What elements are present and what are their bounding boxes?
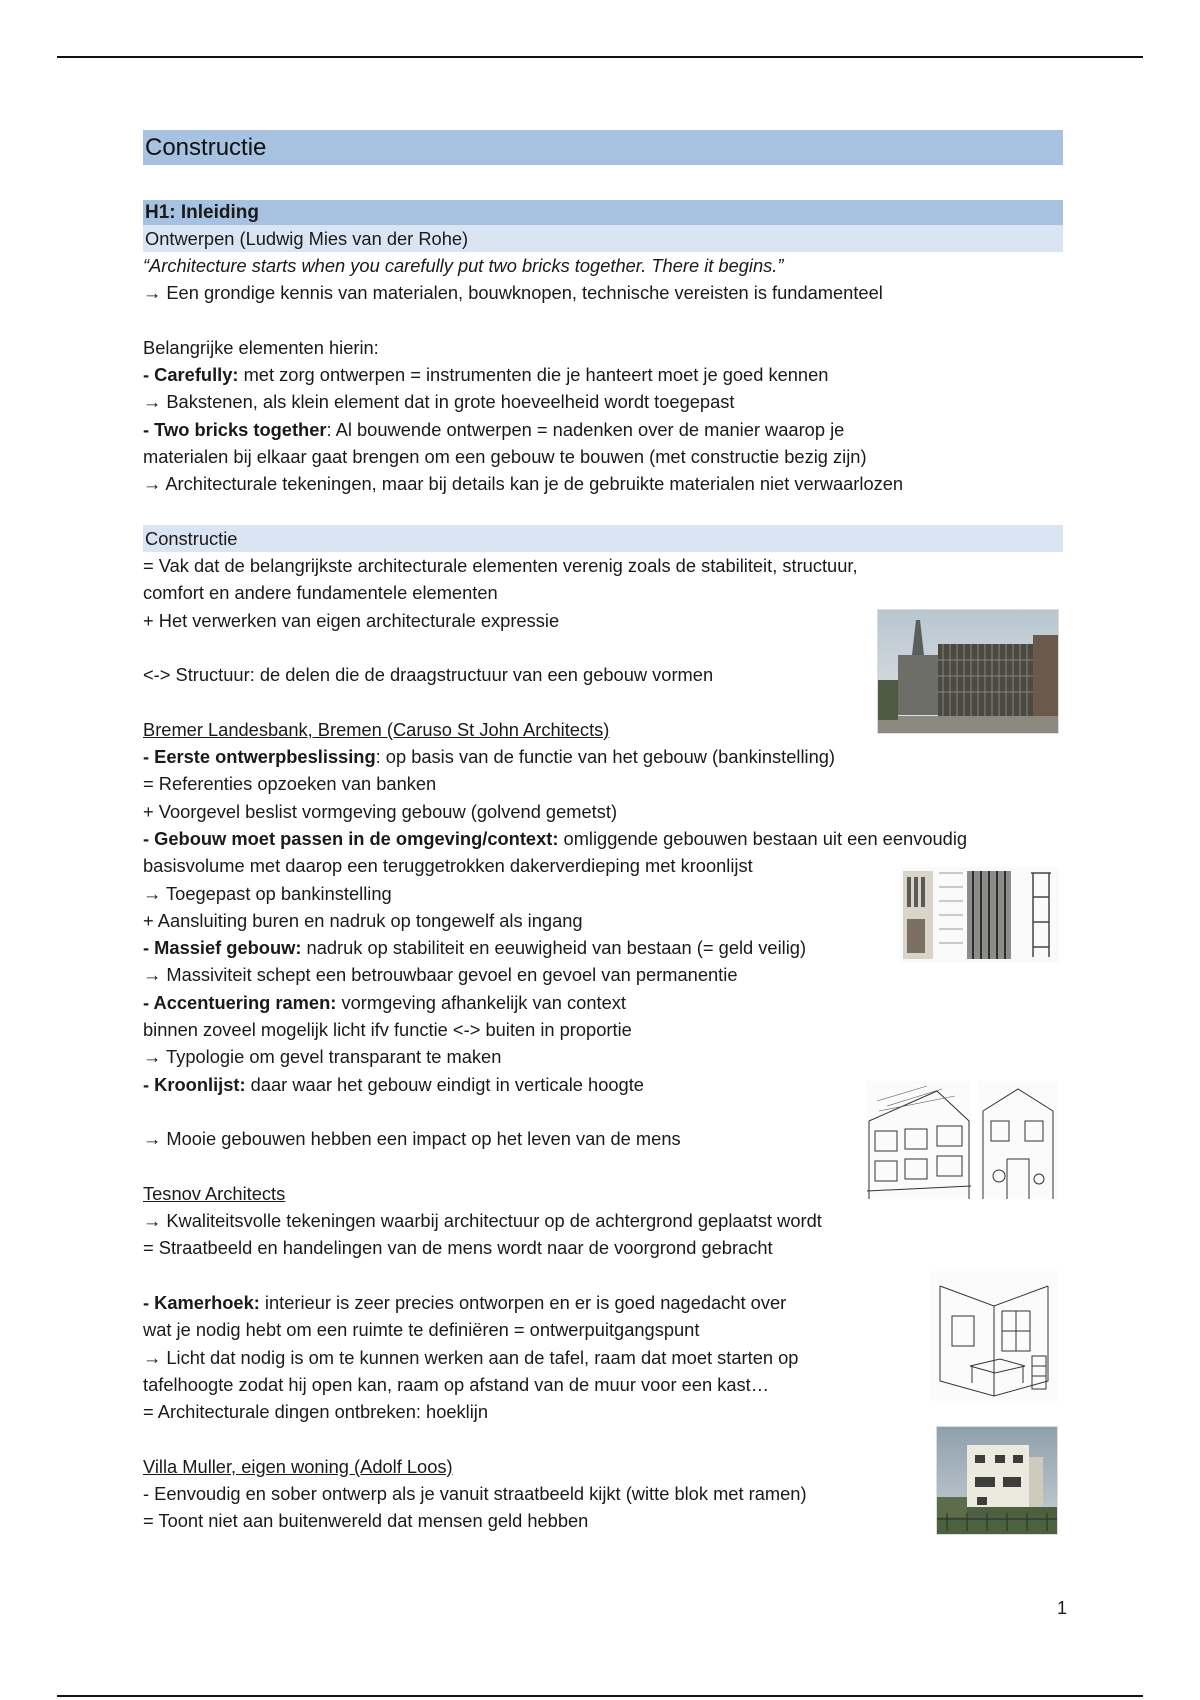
tesnov-sketch-left [866, 1080, 972, 1200]
text-span: : op basis van de functie van het gebouw (bankinstelling) [375, 746, 835, 768]
text-line [143, 825, 1063, 852]
text-line: = Referenties opzoeken van banken [143, 773, 437, 795]
text-line: → Licht dat nodig is om te kunnen werken aan de tafel, raam dat moet starten op [143, 1346, 799, 1368]
subsection-title: Villa Muller, eigen woning (Adolf Loos) [143, 1455, 453, 1477]
text-line: → Kwaliteitsvolle tekeningen waarbij architectuur op de achtergrond geplaatst wordt [143, 1210, 822, 1232]
text-line [143, 416, 1063, 443]
text-span: omliggende gebouwen bestaan uit een eenvoudig [558, 827, 968, 849]
text-line [143, 743, 1063, 770]
bold-term: - Eerste ontwerpbeslissing [143, 746, 376, 768]
footer-rule [57, 1695, 1143, 1697]
chapter-heading: H1: Inleiding [143, 200, 1063, 225]
bold-term: - Massief gebouw: [143, 937, 302, 959]
villa-muller-photo [936, 1426, 1058, 1535]
text-span: vormgeving afhankelijk van context [336, 991, 626, 1013]
text-line: binnen zoveel mogelijk licht ifv functie <-> buiten in proportie [143, 1019, 632, 1041]
text-line: → Mooie gebouwen hebben een impact op het leven van de mens [143, 1128, 681, 1150]
text-line: materialen bij elkaar gaat brengen om een gebouw te bouwen (met constructie bezig zijn) [143, 446, 867, 468]
text-line: = Vak dat de belangrijkste architecturale elementen verenig zoals de stabiliteit, structuur, [143, 554, 858, 576]
subsection-title: Tesnov Architects [143, 1182, 286, 1204]
quote: “Architecture starts when you carefully put two bricks together. There it begins.” [143, 255, 784, 276]
text-span: : Al bouwende ontwerpen = nadenken over de manier waarop je [326, 418, 845, 440]
text-line: + Het verwerken van eigen architecturale expressie [143, 609, 560, 631]
tesnov-sketch-right [978, 1080, 1058, 1200]
subsection-title: Bremer Landesbank, Bremen (Caruso St John Architects) [143, 718, 610, 740]
text-line: = Toont niet aan buitenwereld dat mensen geld hebben [143, 1510, 589, 1532]
text-line [143, 1289, 1063, 1316]
text-line: → Architecturale tekeningen, maar bij details kan je de gebruikte materialen niet verwaarlozen [143, 473, 904, 495]
text-line: tafelhoogte zodat hij open kan, raam op afstand van de muur voor een kast… [143, 1373, 770, 1395]
text-line: → Een grondige kennis van materialen, bouwknopen, technische vereisten is fundamenteel [143, 282, 883, 304]
text-line: → Toegepast op bankinstelling [143, 882, 392, 904]
text-line: <-> Structuur: de delen die de draagstructuur van een gebouw vormen [143, 664, 714, 686]
text-line: Belangrijke elementen hierin: [143, 336, 379, 358]
page-title: Constructie [143, 130, 1063, 165]
text-line: → Typologie om gevel transparant te maken [143, 1046, 502, 1068]
text-span: daar waar het gebouw eindigt in verticale hoogte [245, 1073, 644, 1095]
bold-term: - Accentuering ramen: [143, 991, 337, 1013]
text-line: comfort en andere fundamentele elementen [143, 582, 498, 604]
text-line: = Straatbeeld en handelingen van de mens wordt naar de voorgrond gebracht [143, 1237, 773, 1259]
bold-term: - Kamerhoek: [143, 1291, 260, 1313]
bold-term: - Two bricks together [143, 418, 327, 440]
text-line: - Eenvoudig en sober ontwerp als je vanuit straatbeeld kijkt (witte blok met ramen) [143, 1483, 807, 1505]
document-body [143, 130, 1063, 1535]
page-number: 1 [1057, 1598, 1068, 1618]
text-line: → Bakstenen, als klein element dat in grote hoeveelheid wordt toegepast [143, 391, 735, 413]
text-span: nadruk op stabiliteit en eeuwigheid van bestaan (= geld veilig) [301, 937, 807, 959]
text-line: + Voorgevel beslist vormgeving gebouw (golvend gemetst) [143, 800, 618, 822]
header-rule [57, 56, 1143, 58]
kamerhoek-drawing [929, 1270, 1059, 1402]
facade-drawings [900, 866, 1060, 964]
text-span: met zorg ontwerpen = instrumenten die je hanteert moet je goed kennen [238, 364, 829, 386]
text-line [143, 989, 1063, 1016]
text-line: basisvolume met daarop een teruggetrokken dakerverdieping met kroonlijst [143, 855, 753, 877]
text-line: = Architecturale dingen ontbreken: hoeklijn [143, 1401, 489, 1423]
text-span: interieur is zeer precies ontworpen en er is goed nagedacht over [259, 1291, 787, 1313]
bold-term: - Kroonlijst: [143, 1073, 246, 1095]
subheading-ontwerpen: Ontwerpen (Ludwig Mies van der Rohe) [143, 225, 1063, 252]
bold-term: - Carefully: [143, 364, 239, 386]
subheading-constructie: Constructie [143, 525, 1063, 552]
text-line [143, 361, 1063, 388]
text-line: wat je nodig hebt om een ruimte te definiëren = ontwerpuitgangspunt [143, 1319, 700, 1341]
bremer-landesbank-photo [877, 609, 1059, 734]
bold-term: - Gebouw moet passen in de omgeving/context: [143, 827, 559, 849]
text-line: + Aansluiting buren en nadruk op tongewelf als ingang [143, 909, 583, 931]
text-line: → Massiviteit schept een betrouwbaar gevoel en gevoel van permanentie [143, 964, 738, 986]
